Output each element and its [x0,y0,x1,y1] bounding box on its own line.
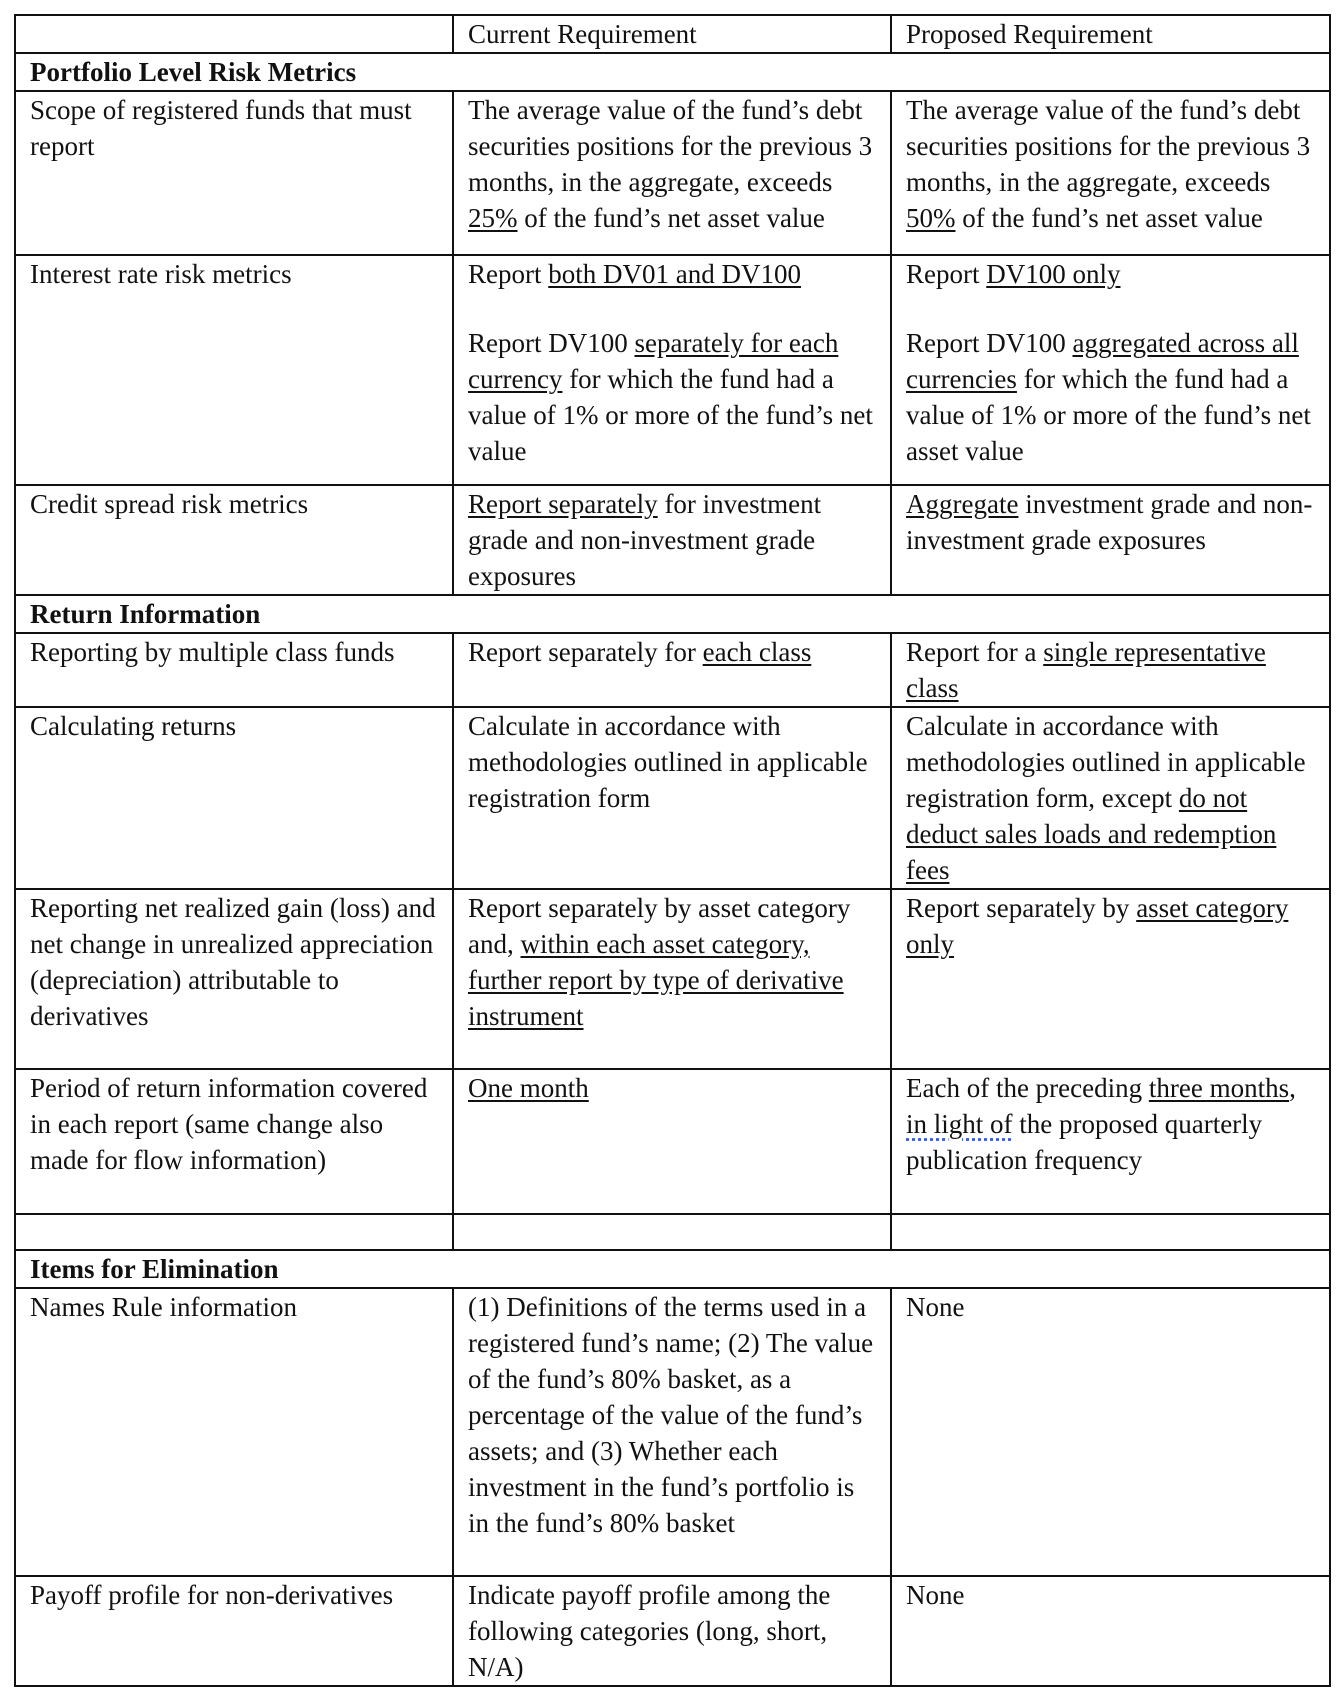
interest-current-p2-text-end: for which the fund had a value of 1% or more of the fund’s net value [468,364,873,466]
period-proposed-text-end: the proposed quarterly publication frequency [906,1109,1263,1175]
row-label-names: Names Rule information [15,1288,453,1576]
period-proposed-emphasis: three months [1148,1073,1290,1103]
row-label-credit: Credit spread risk metrics [15,485,453,595]
credit-proposed-text: investment grade and non-investment grade exposures [906,489,1313,555]
blank-cell [891,1214,1330,1250]
multiclass-current-text: Report separately for [468,637,703,667]
row-label-multiclass: Reporting by multiple class funds [15,633,453,707]
credit-current-text: for investment grade and non-investment grade exposures [468,489,822,591]
scope-current-text-end: of the fund’s net asset value [517,203,825,233]
header-empty-cell [15,15,453,53]
interest-current-p1-emphasis: both DV01 and DV100 [548,259,801,289]
credit-current-cell [453,485,891,595]
section-row [15,53,1330,91]
calc-proposed-cell [891,707,1330,889]
row-label-netgain: Reporting net realized gain (loss) and net change in unrealized appreciation (depreciation) attributable to derivatives [15,889,453,1069]
interest-proposed-paragraph-1 [906,256,1319,292]
section-heading-elimination: Items for Elimination [15,1250,1330,1288]
table-row [15,1576,1330,1686]
period-proposed-comma: , [1289,1073,1296,1103]
table-row [15,1069,1330,1214]
netgain-current-emphasis: within each asset category, further report by type of derivative instrument [468,929,844,1031]
header-current-requirement: Current Requirement [453,15,891,53]
blank-row [15,1214,1330,1250]
section-heading-portfolio: Portfolio Level Risk Metrics [15,53,1330,91]
header-row [15,15,1330,53]
scope-current-cell [453,91,891,255]
table-row [15,1288,1330,1576]
credit-current-emphasis: Report separately [468,489,658,519]
scope-proposed-text: The average value of the fund’s debt securities positions for the previous 3 months, in the aggregate, exceeds [906,95,1311,197]
interest-proposed-p2-emphasis: aggregated across all currencies [906,328,1299,394]
period-proposed-cell [891,1069,1330,1214]
interest-proposed-p1-emphasis: DV100 only [986,259,1121,289]
interest-current-p1-text: Report [468,259,549,289]
header-proposed-requirement: Proposed Requirement [891,15,1330,53]
names-proposed-cell: None [891,1288,1330,1576]
scope-proposed-cell [891,91,1330,255]
scope-current-threshold: 25% [468,203,518,233]
payoff-proposed-cell: None [891,1576,1330,1686]
interest-current-p2-emphasis: separately for each currency [468,328,839,394]
period-current-cell [453,1069,891,1214]
interest-proposed-p2-text: Report DV100 [906,328,1073,358]
interest-current-paragraph-2 [468,325,880,469]
netgain-proposed-text: Report separately by [906,893,1137,923]
netgain-proposed-cell [891,889,1330,1069]
multiclass-proposed-cell [891,633,1330,707]
blank-cell [15,1214,453,1250]
netgain-current-text: Report separately by asset category and, [468,893,851,959]
calc-proposed-text: Calculate in accordance with methodologies outlined in applicable registration form, except [906,711,1306,813]
netgain-current-cell [453,889,891,1069]
table-row [15,707,1330,889]
multiclass-proposed-text: Report for a [906,637,1044,667]
row-label-calc: Calculating returns [15,707,453,889]
scope-current-text: The average value of the fund’s debt securities positions for the previous 3 months, in the aggregate, exceeds [468,95,873,197]
period-proposed-flagged-phrase: in light of [906,1109,1013,1139]
multiclass-current-emphasis: each class [702,637,812,667]
section-heading-returns: Return Information [15,595,1330,633]
comparison-table [14,14,1331,1687]
credit-proposed-emphasis: Aggregate [906,489,1019,519]
payoff-current-cell: Indicate payoff profile among the following categories (long, short, N/A) [453,1576,891,1686]
calc-current-cell: Calculate in accordance with methodologies outlined in applicable registration form [453,707,891,889]
interest-proposed-cell [891,255,1330,485]
multiclass-current-cell [453,633,891,707]
table-row [15,633,1330,707]
row-label-interest: Interest rate risk metrics [15,255,453,485]
period-current-emphasis: One month [468,1073,589,1103]
scope-proposed-text-end: of the fund’s net asset value [955,203,1263,233]
interest-proposed-paragraph-2 [906,325,1319,469]
section-row [15,1250,1330,1288]
netgain-proposed-emphasis: asset category only [906,893,1289,959]
calc-proposed-emphasis: do not deduct sales loads and redemption fees [906,783,1277,885]
credit-proposed-cell [891,485,1330,595]
section-row [15,595,1330,633]
interest-proposed-p2-text-end: for which the fund had a value of 1% or more of the fund’s net asset value [906,364,1311,466]
table-row [15,255,1330,485]
table-row [15,91,1330,255]
interest-current-cell [453,255,891,485]
multiclass-proposed-emphasis: single representative class [906,637,1266,703]
scope-proposed-threshold: 50% [906,203,956,233]
table-row [15,889,1330,1069]
interest-proposed-p1-text: Report [906,259,987,289]
row-label-payoff: Payoff profile for non-derivatives [15,1576,453,1686]
period-proposed-text: Each of the preceding [906,1073,1149,1103]
table-row [15,485,1330,595]
row-label-scope: Scope of registered funds that must report [15,91,453,255]
blank-cell [453,1214,891,1250]
row-label-period: Period of return information covered in each report (same change also made for flow information) [15,1069,453,1214]
interest-current-paragraph-1 [468,256,880,292]
interest-current-p2-text: Report DV100 [468,328,635,358]
names-current-cell: (1) Definitions of the terms used in a registered fund’s name; (2) The value of the fund’s 80% basket, as a percentage of the value of the fund’s assets; and (3) Whether each investment in the fund’s portfolio is in the fund’s 80% basket [453,1288,891,1576]
